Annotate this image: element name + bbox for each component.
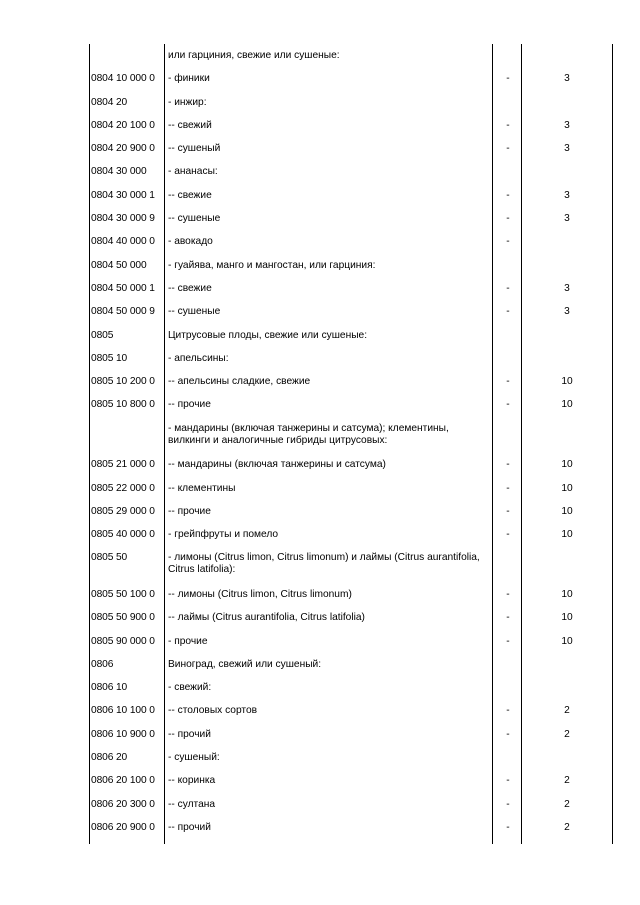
code-cell: 0805 10 [91, 352, 128, 364]
table-row [0, 746, 640, 769]
rate-cell: 10 [561, 482, 573, 494]
code-cell: 0806 20 300 0 [91, 798, 155, 810]
description-cell: -- прочие [168, 505, 211, 517]
description-cell: - грейпфруты и помело [168, 529, 279, 541]
dash-cell: - [506, 728, 510, 740]
rate-cell: 10 [561, 399, 573, 411]
table-row [0, 769, 640, 792]
rate-cell: 10 [561, 635, 573, 647]
dash-cell: - [506, 282, 510, 294]
code-cell: 0805 21 000 0 [91, 459, 155, 471]
dash-cell: - [506, 236, 510, 248]
description-cell: - апельсины: [168, 352, 229, 364]
code-cell: 0806 20 [91, 752, 128, 764]
table-row [0, 816, 640, 839]
description-cell: -- лимоны (Citrus limon, Citrus limonum) [168, 588, 352, 600]
table-row [0, 583, 640, 606]
code-cell: 0804 50 000 9 [91, 306, 155, 318]
description-cell: Цитрусовые плоды, свежие или сушеные: [168, 329, 368, 341]
code-cell: 0804 50 000 1 [91, 282, 155, 294]
rate-cell: 3 [564, 73, 570, 85]
rate-cell: 2 [564, 821, 570, 833]
rate-cell: 3 [564, 189, 570, 201]
description-cell: Виноград, свежий или сушеный: [168, 658, 322, 670]
description-cell: -- столовых сортов [168, 705, 258, 717]
code-cell: 0805 90 000 0 [91, 635, 155, 647]
description-cell: - авокадо [168, 236, 213, 248]
description-cell: или гарциния, свежие или сушеные: [168, 50, 340, 61]
dash-cell: - [506, 705, 510, 717]
code-cell: 0804 30 000 1 [91, 189, 155, 201]
dash-cell: - [506, 73, 510, 85]
description-cell: - мандарины (включая танжерины и сатсума); клементины, вилкинги и аналогичные гибриды цитрусовых: [168, 422, 449, 446]
description-cell: - прочие [168, 635, 208, 647]
description-cell: -- свежий [168, 119, 212, 131]
table-row [0, 699, 640, 722]
dash-cell: - [506, 821, 510, 833]
code-cell: 0806 20 900 0 [91, 821, 155, 833]
code-cell: 0804 50 000 [91, 259, 147, 271]
description-cell: -- апельсины сладкие, свежие [168, 376, 311, 388]
description-cell: - лимоны (Citrus limon, Citrus limonum) и лаймы (Citrus aurantifolia, Citrus latifolia): [168, 552, 480, 576]
description-cell: -- коринка [168, 775, 216, 787]
table-row [0, 546, 640, 583]
description-cell: - инжир: [168, 96, 207, 108]
table-row [0, 230, 640, 253]
description-cell: - гуайява, манго и мангостан, или гарциния: [168, 259, 376, 271]
table-row [0, 44, 640, 67]
table-row [0, 324, 640, 347]
code-cell: 0805 50 100 0 [91, 588, 155, 600]
table-row [0, 347, 640, 370]
description-cell: - ананасы: [168, 166, 218, 178]
description-cell: -- лаймы (Citrus aurantifolia, Citrus latifolia) [168, 612, 365, 624]
table-row [0, 91, 640, 114]
description-cell: -- свежие [168, 282, 212, 294]
description-cell: -- прочий [168, 821, 211, 833]
rate-cell: 2 [564, 728, 570, 740]
table-row [0, 300, 640, 323]
dash-cell: - [506, 482, 510, 494]
table-row [0, 793, 640, 816]
rate-cell: 3 [564, 213, 570, 225]
rate-cell: 10 [561, 376, 573, 388]
dash-cell: - [506, 143, 510, 155]
code-cell: 0806 [91, 658, 114, 670]
code-cell: 0806 10 100 0 [91, 705, 155, 717]
description-cell: - сушеный: [168, 752, 220, 764]
table-row [0, 653, 640, 676]
rate-cell: 3 [564, 282, 570, 294]
rate-cell: 10 [561, 588, 573, 600]
rate-cell: 2 [564, 705, 570, 717]
table-row [0, 137, 640, 160]
code-cell: 0804 20 [91, 96, 128, 108]
description-cell: -- клементины [168, 482, 236, 494]
rate-cell: 3 [564, 143, 570, 155]
rate-cell: 10 [561, 505, 573, 517]
table-row [0, 67, 640, 90]
rate-cell: 2 [564, 798, 570, 810]
code-cell: 0804 20 900 0 [91, 143, 155, 155]
code-cell: 0805 29 000 0 [91, 505, 155, 517]
tariff-table [0, 44, 640, 839]
table-row [0, 606, 640, 629]
rate-cell: 10 [561, 459, 573, 471]
code-cell: 0805 22 000 0 [91, 482, 155, 494]
table-row [0, 723, 640, 746]
code-cell: 0806 10 900 0 [91, 728, 155, 740]
description-cell: -- мандарины (включая танжерины и сатсума) [168, 459, 386, 471]
code-cell: 0804 20 100 0 [91, 119, 155, 131]
code-cell: 0805 40 000 0 [91, 529, 155, 541]
rate-cell: 2 [564, 775, 570, 787]
code-cell: 0804 40 000 0 [91, 236, 155, 248]
dash-cell: - [506, 505, 510, 517]
table-row [0, 500, 640, 523]
rate-cell: 10 [561, 612, 573, 624]
table-row [0, 370, 640, 393]
table-row [0, 417, 640, 454]
dash-cell: - [506, 459, 510, 471]
table-row [0, 453, 640, 476]
code-cell: 0805 10 200 0 [91, 376, 155, 388]
table-row [0, 630, 640, 653]
table-row [0, 207, 640, 230]
description-cell: -- прочие [168, 399, 211, 411]
dash-cell: - [506, 529, 510, 541]
dash-cell: - [506, 376, 510, 388]
code-cell: 0806 10 [91, 682, 128, 694]
dash-cell: - [506, 635, 510, 647]
dash-cell: - [506, 775, 510, 787]
code-cell: 0805 10 800 0 [91, 399, 155, 411]
table-row [0, 277, 640, 300]
code-cell: 0805 [91, 329, 114, 341]
description-cell: - финики [168, 73, 210, 85]
code-cell: 0804 10 000 0 [91, 73, 155, 85]
description-cell: -- сушеные [168, 213, 221, 225]
description-cell: - свежий: [168, 682, 212, 694]
dash-cell: - [506, 588, 510, 600]
table-row [0, 523, 640, 546]
dash-cell: - [506, 798, 510, 810]
description-cell: -- сушеный [168, 143, 221, 155]
table-row [0, 114, 640, 137]
dash-cell: - [506, 399, 510, 411]
dash-cell: - [506, 306, 510, 318]
rate-cell: 3 [564, 306, 570, 318]
table-row [0, 676, 640, 699]
description-cell: -- прочий [168, 728, 211, 740]
table-row [0, 184, 640, 207]
code-cell: 0805 50 [91, 552, 128, 564]
description-cell: -- свежие [168, 189, 212, 201]
code-cell: 0804 30 000 9 [91, 213, 155, 225]
code-cell: 0806 20 100 0 [91, 775, 155, 787]
rate-cell: 3 [564, 119, 570, 131]
dash-cell: - [506, 189, 510, 201]
table-row [0, 477, 640, 500]
code-cell: 0804 30 000 [91, 166, 147, 178]
table-row [0, 160, 640, 183]
table-row [0, 393, 640, 416]
table-row [0, 254, 640, 277]
dash-cell: - [506, 213, 510, 225]
dash-cell: - [506, 119, 510, 131]
code-cell: 0805 50 900 0 [91, 612, 155, 624]
rate-cell: 10 [561, 529, 573, 541]
dash-cell: - [506, 612, 510, 624]
description-cell: -- султана [168, 798, 216, 810]
description-cell: -- сушеные [168, 306, 221, 318]
